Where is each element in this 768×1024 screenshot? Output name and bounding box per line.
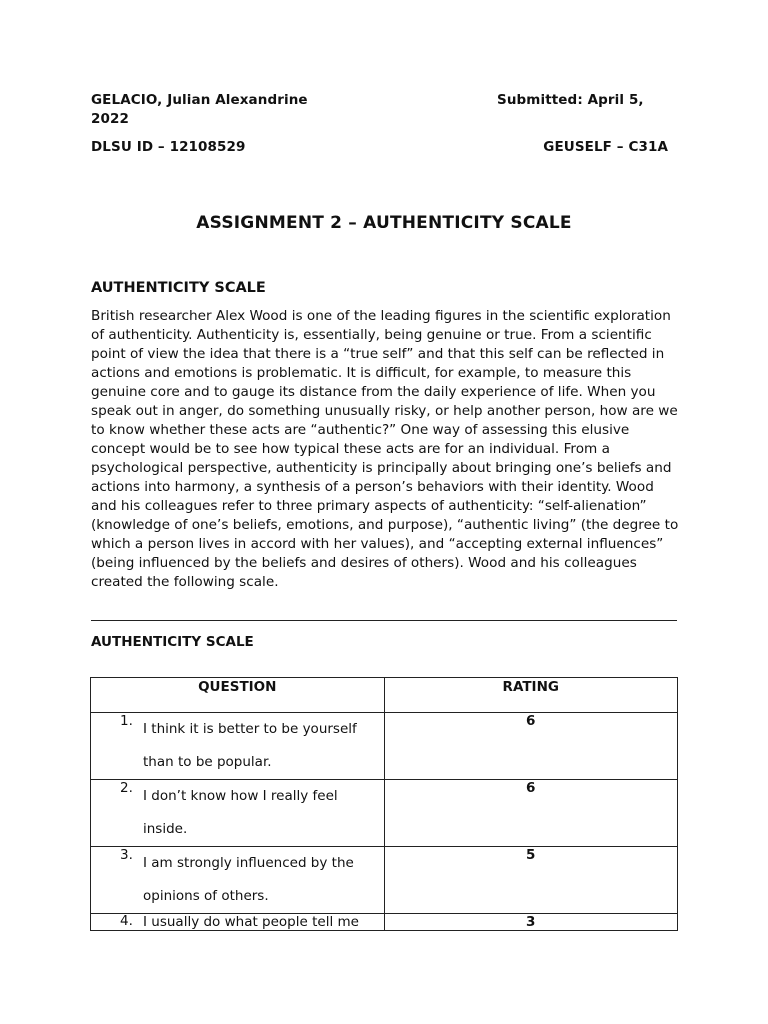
question-text: I am strongly influenced by the opinions of others.	[143, 855, 354, 904]
table-row	[91, 713, 678, 780]
question-number: 1.	[120, 713, 133, 729]
page-title: ASSIGNMENT 2 – AUTHENTICITY SCALE	[196, 213, 572, 233]
intro-paragraph: British researcher Alex Wood is one of the leading figures in the scientific exploration of authenticity. Authenticity is, essentially, being genuine or true. From a scientific point of view the idea that there is a “true self” and that this self can be reflected in actions and emotions is problematic. It is difficult, for example, to measure this genuine core and to gauge its distance from the daily experience of life. When you speak out in anger, do something unusually risky, or help another person, how are we to know whether these acts are “authentic?” One way of assessing this elusive concept would be to see how typical these acts are for an individual. From a psychological perspective, authenticity is principally about bringing one’s beliefs and actions into harmony, a synthesis of a person’s behaviors with their identity. Wood and his colleagues refer to three primary aspects of authenticity: “self-alienation” (knowledge of one’s beliefs, emotions, and purpose), “authentic living” (the degree to which a person lives in accord with her values), and “accepting external influences” (being influenced by the beliefs and desires of others). Wood and his colleagues created the following scale.	[91, 308, 679, 590]
course-code: GEUSELF – C31A	[543, 139, 668, 155]
rating-column-header: RATING	[384, 678, 677, 713]
submitted-date: Submitted: April 5,	[497, 92, 644, 108]
table-header-row	[91, 678, 678, 713]
table-row	[91, 847, 678, 914]
question-number: 4.	[120, 914, 133, 929]
rating-value: 3	[384, 914, 677, 931]
question-text: I don’t know how I really feel inside.	[143, 788, 338, 837]
question-cell	[91, 780, 384, 846]
question-text: I usually do what people tell me	[143, 914, 359, 930]
rating-value: 6	[384, 780, 677, 847]
question-cell	[91, 713, 384, 779]
authenticity-table	[90, 677, 678, 931]
student-id: DLSU ID – 12108529	[91, 139, 246, 155]
question-column-header: QUESTION	[91, 678, 385, 713]
divider-line	[91, 620, 677, 621]
section-heading: AUTHENTICITY SCALE	[91, 280, 266, 296]
question-number: 3.	[120, 847, 133, 863]
question-text: I think it is better to be yourself than to be popular.	[143, 721, 357, 770]
table-row	[91, 780, 678, 847]
question-cell	[91, 914, 384, 930]
submitted-year: 2022	[91, 111, 129, 127]
student-name: GELACIO, Julian Alexandrine	[91, 92, 308, 108]
question-cell	[91, 847, 384, 913]
rating-value: 5	[384, 847, 677, 914]
question-number: 2.	[120, 780, 133, 796]
table-row	[91, 914, 678, 931]
scale-heading: AUTHENTICITY SCALE	[91, 634, 254, 650]
rating-value: 6	[384, 713, 677, 780]
